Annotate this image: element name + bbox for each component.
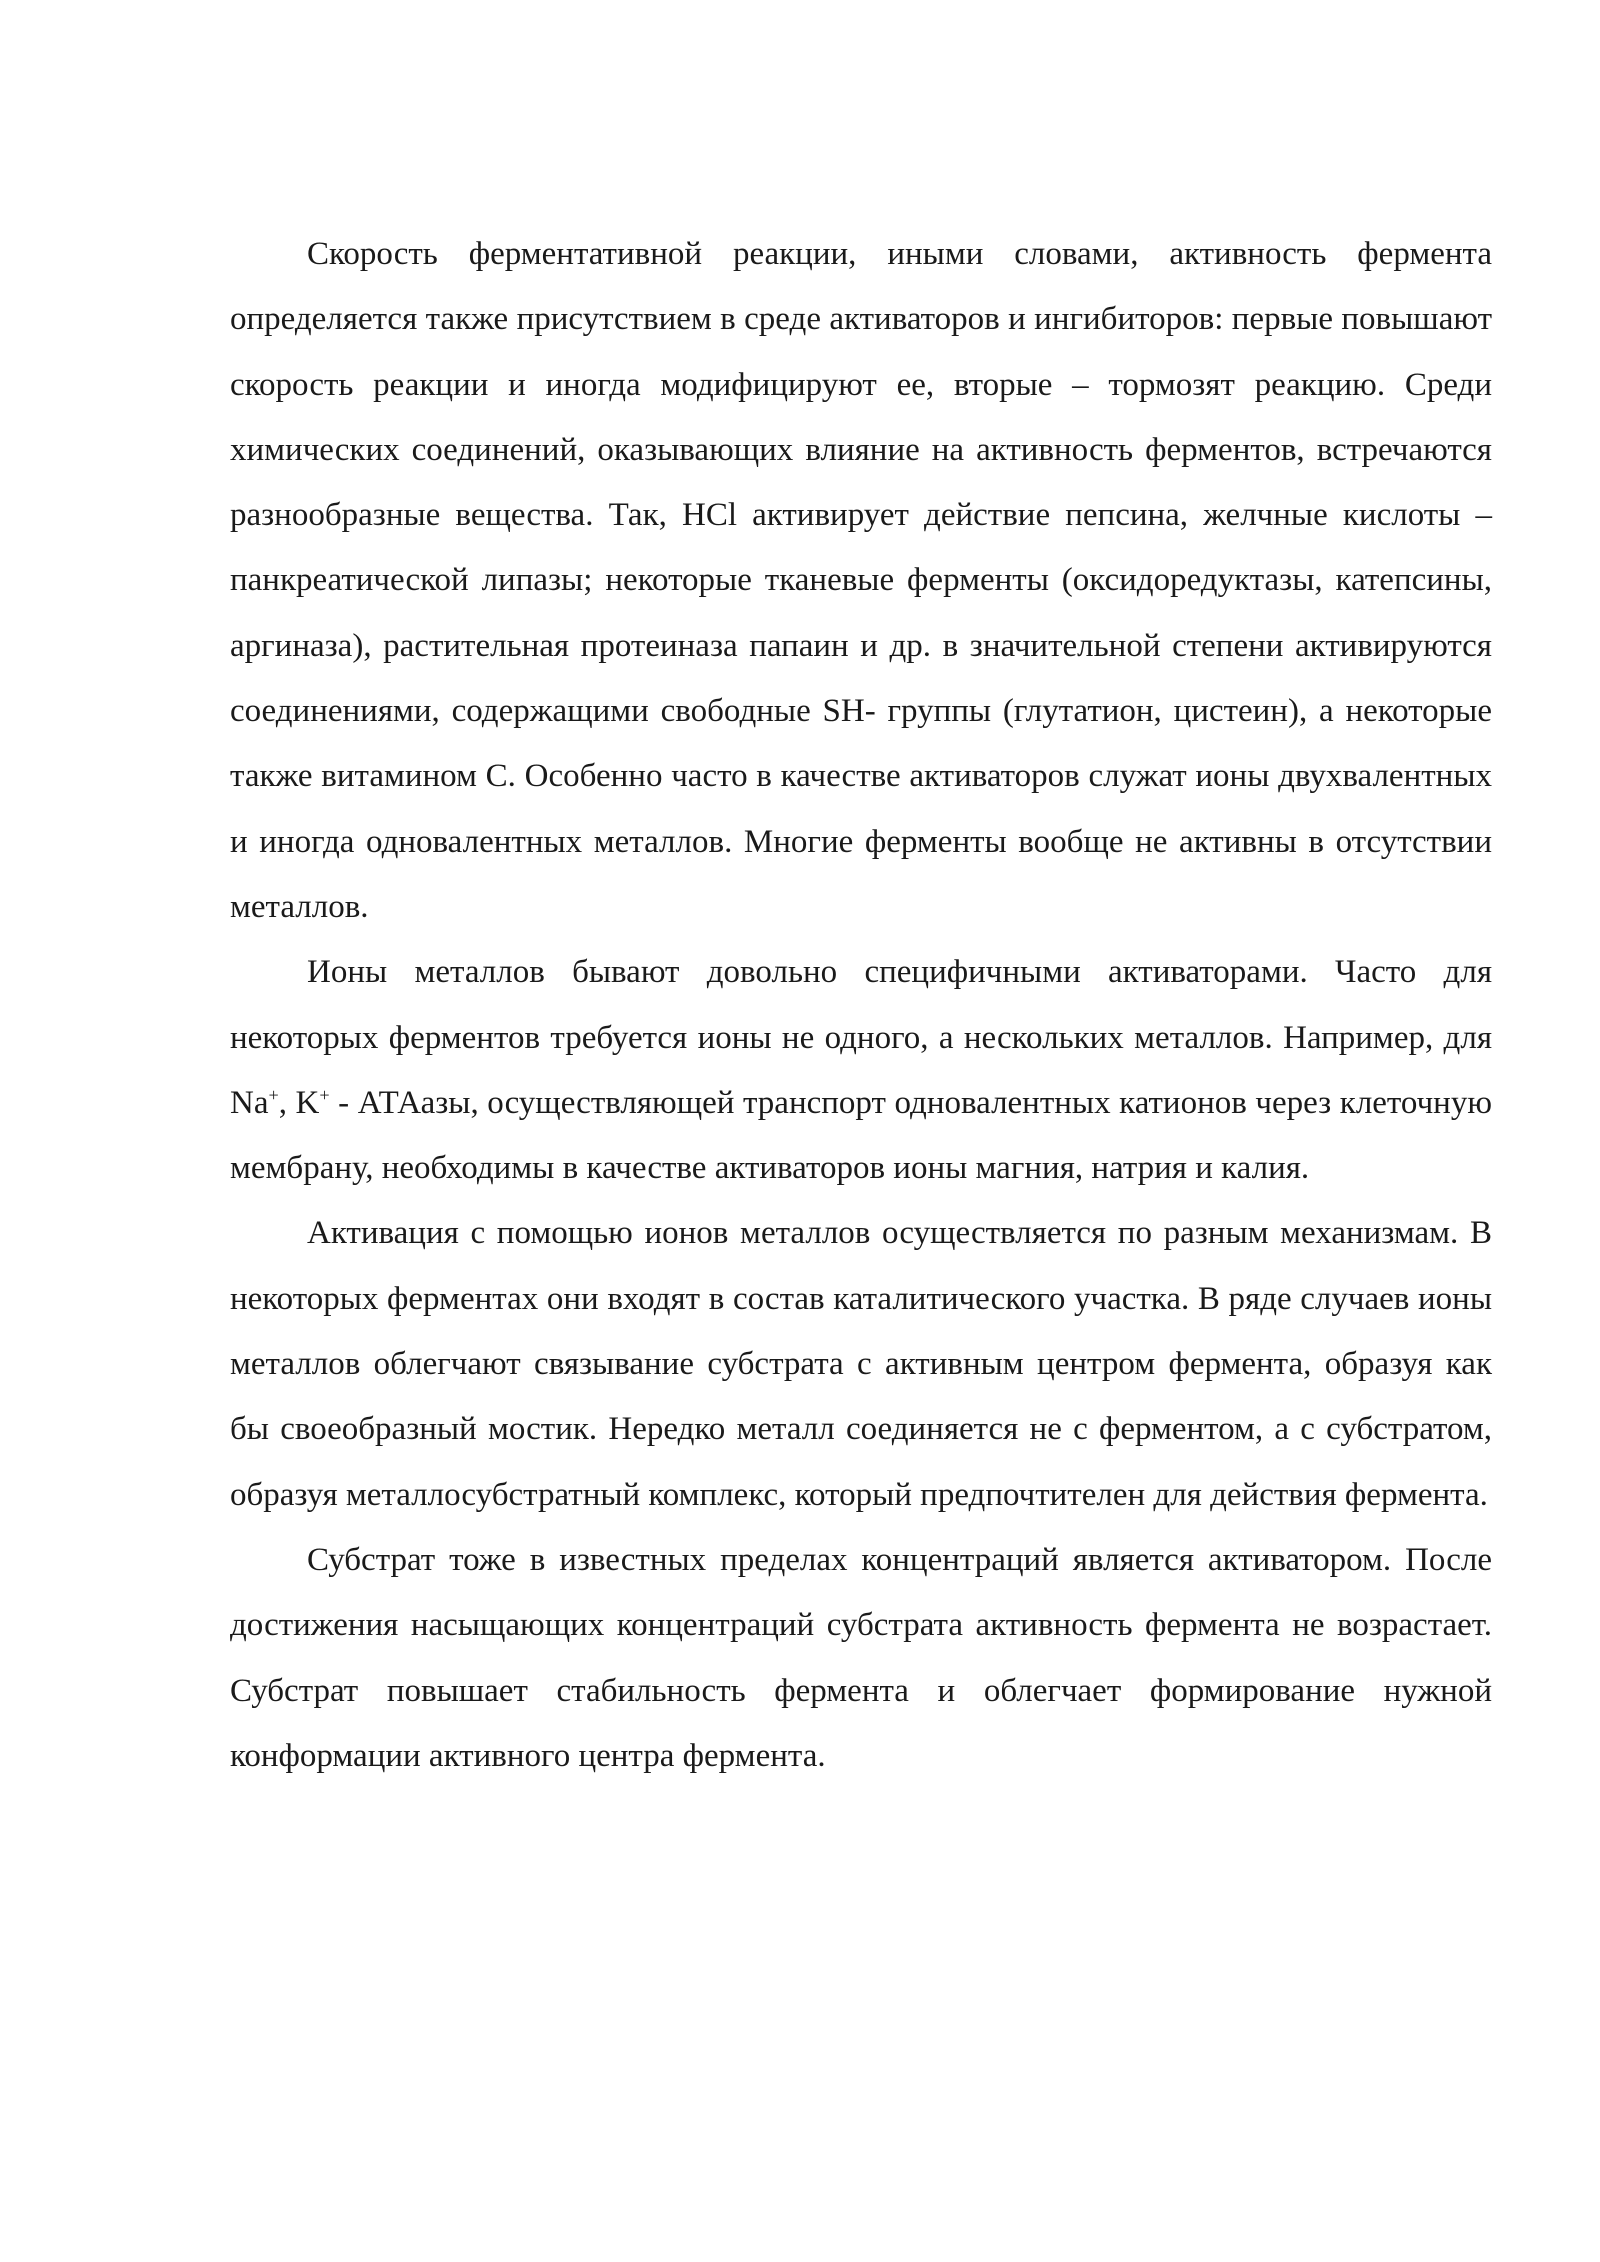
document-body — [230, 222, 1492, 1789]
paragraph-2 — [230, 940, 1492, 1201]
paragraph-2-text-2: , K — [278, 1084, 320, 1121]
paragraph-3: Активация с помощью ионов металлов осуществляется по разным механизмам. В некоторых ферментах они входят в состав каталитического участка. В ряде случаев ионы металлов облегчают связывание субстрата с активным центром фермента, образуя как бы своеобразный мостик. Нередко металл соединяется не с ферментом, а с субстратом, образуя металлосубстратный комплекс, который предпочтителен для действия фермента. — [230, 1215, 1492, 1513]
paragraph-2-text-3: - АТАазы, осуществляющей транспорт одновалентных катионов через клеточную мембрану, необходимы в качестве активаторов ионы магния, натрия и калия. — [230, 1084, 1492, 1187]
paragraph-4: Субстрат тоже в известных пределах концентраций является активатором. После достижения насыщающих концентраций субстрата активность фермента не возрастает. Субстрат повышает стабильность фермента и облегчает формирование нужной конформации активного центра фермента. — [230, 1541, 1492, 1774]
superscript-plus-2: + — [319, 1084, 330, 1105]
paragraph-1: Скорость ферментативной реакции, иными словами, активность фермента определяется также присутствием в среде активаторов и ингибиторов: первые повышают скорость реакции и иногда модифицируют ее, вторые – тормозят реакцию. Среди химических соединений, оказывающих влияние на активность ферментов, встречаются разнообразные вещества. Так, HCl активирует действие пепсина, желчные кислоты – панкреатической липазы; некоторые тканевые ферменты (оксидоредуктазы, катепсины, аргиназа), растительная протеиназа папаин и др. в значительной степени активируются соединениями, содержащими свободные SH- группы (глутатион, цистеин), а некоторые также витамином С. Особенно часто в качестве активаторов служат ионы двухвалентных и иногда одновалентных металлов. Многие ферменты вообще не активны в отсутствии металлов. — [230, 236, 1492, 925]
paragraph-2-text-1: Ионы металлов бывают довольно специфичными активаторами. Часто для некоторых ферментов требуется ионы не одного, а нескольких металлов. Например, для Na — [230, 954, 1492, 1121]
superscript-plus-1: + — [268, 1084, 279, 1105]
